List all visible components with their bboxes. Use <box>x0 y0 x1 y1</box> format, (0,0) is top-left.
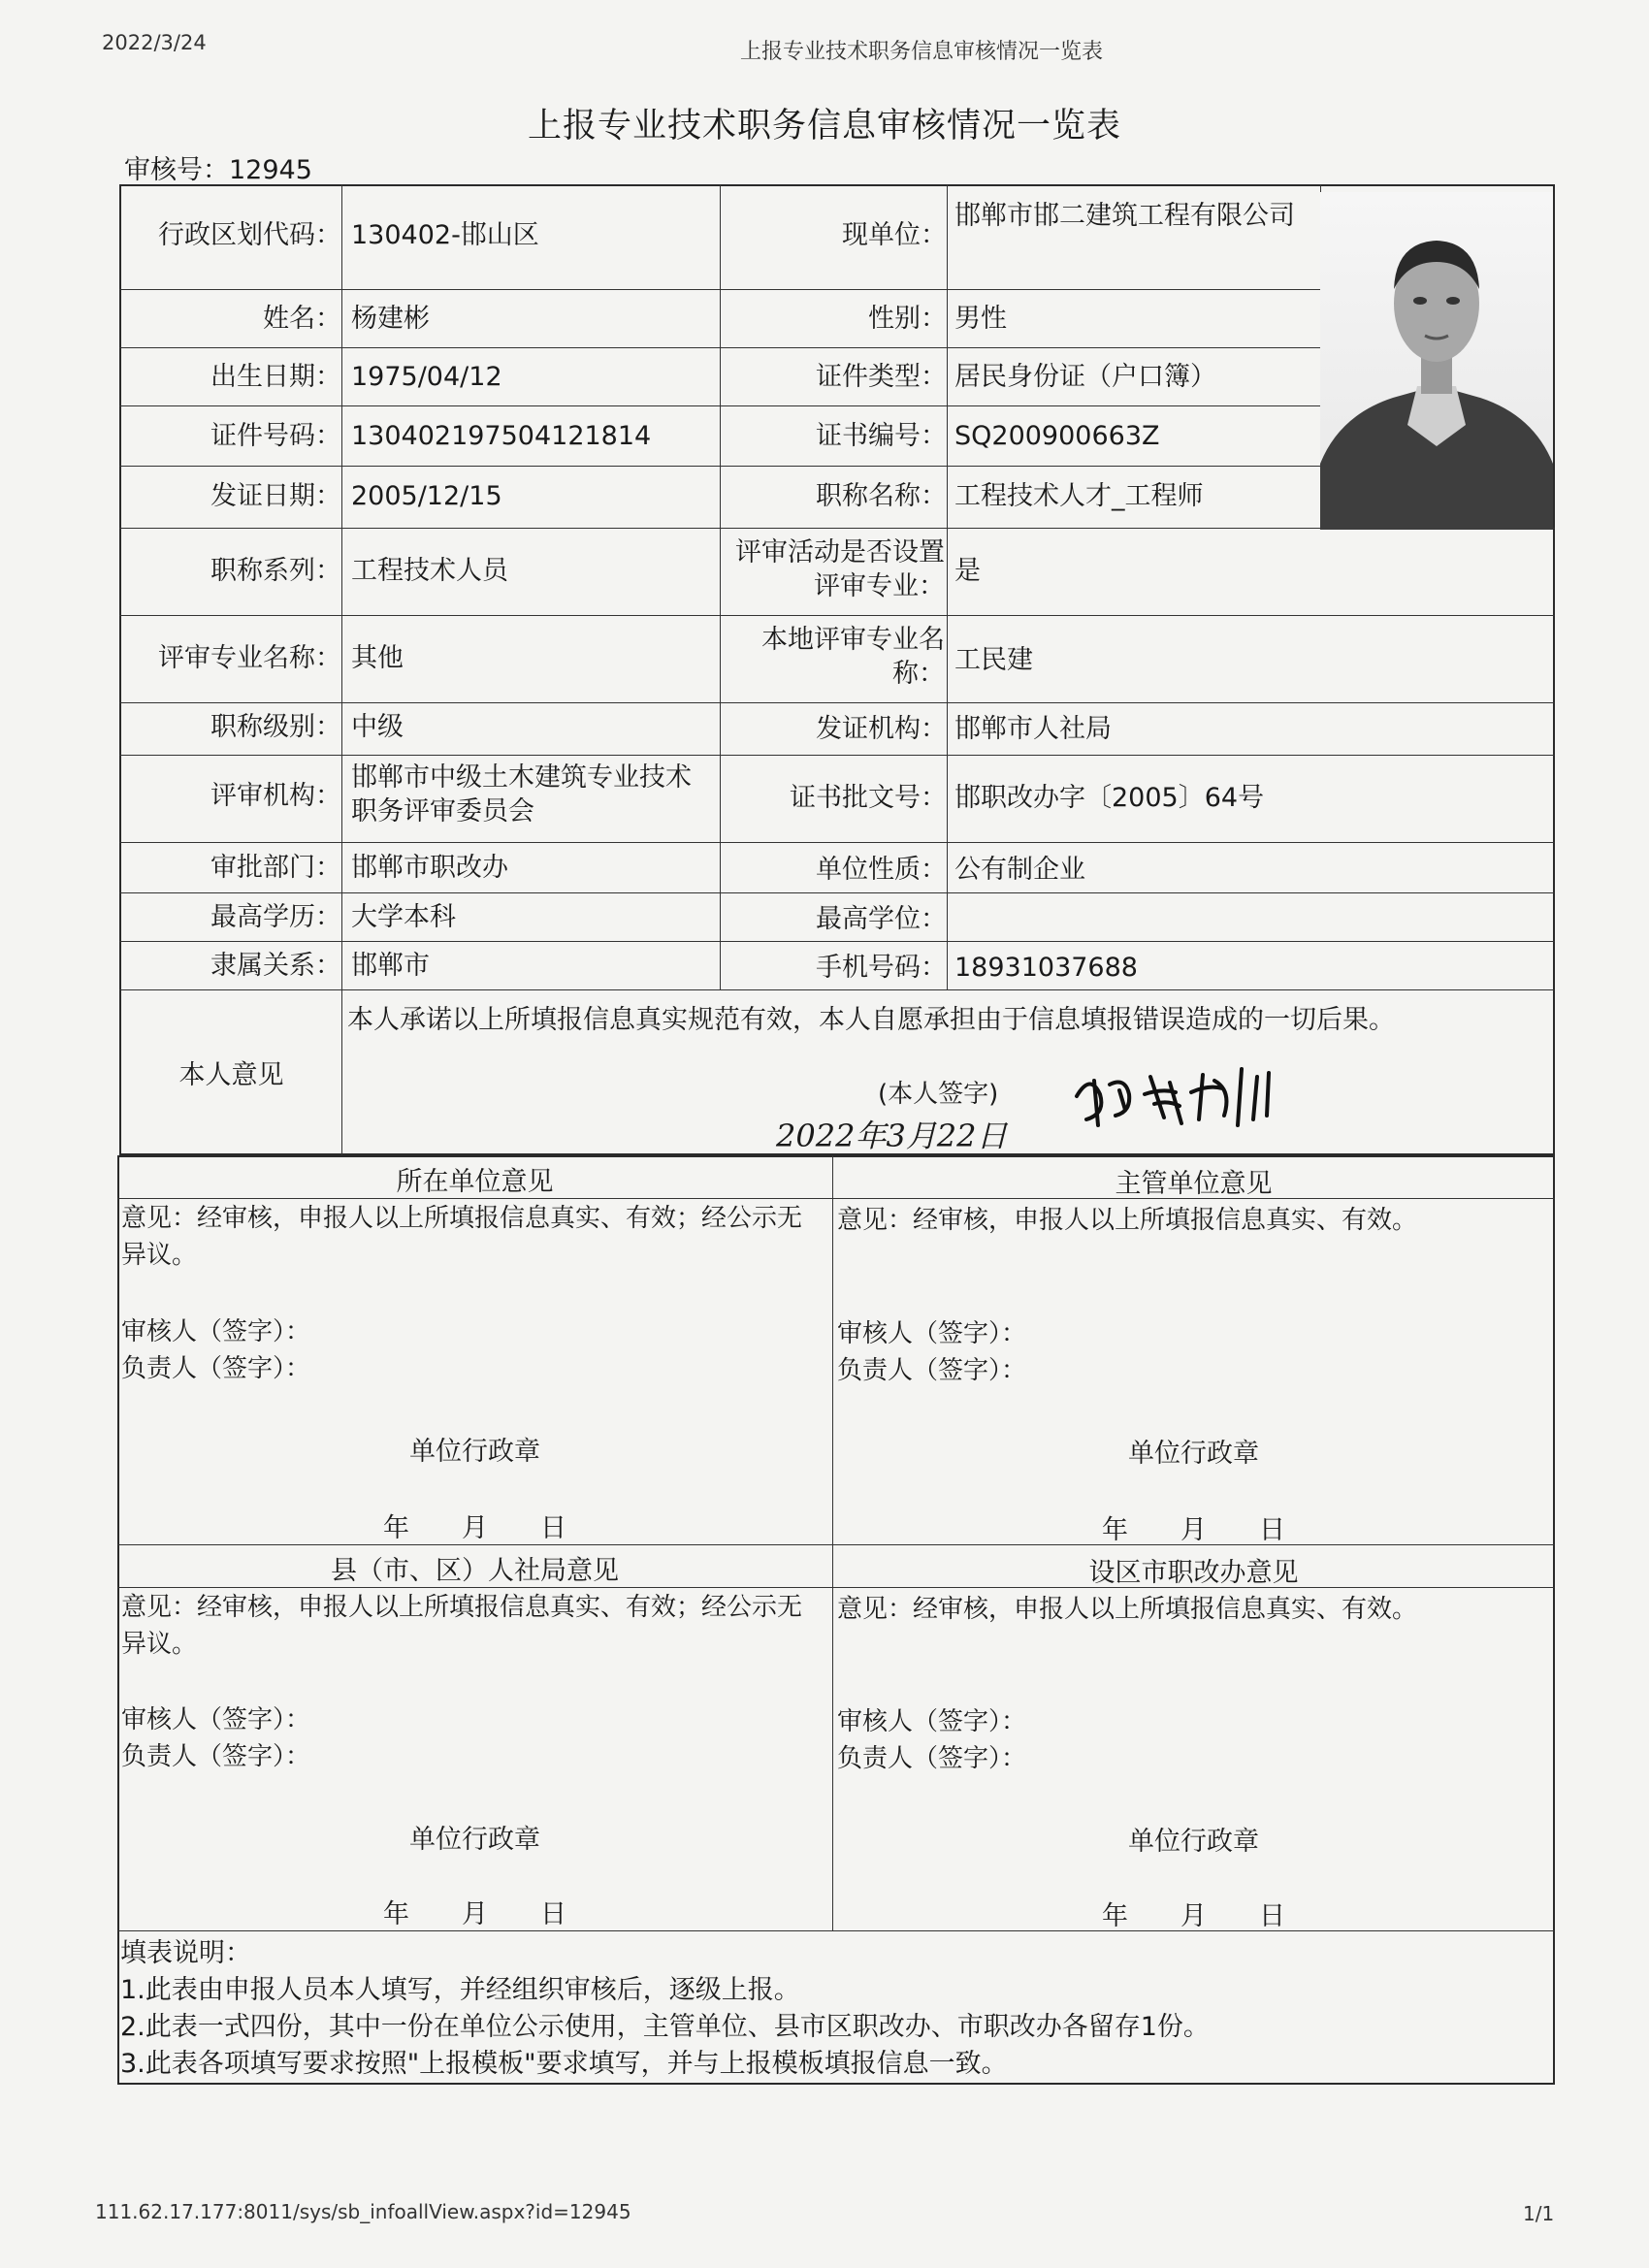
approval-doc-value: 邯职改办字〔2005〕64号 <box>954 783 1265 813</box>
city-leader-sign: 负责人（签字）： <box>837 1744 1027 1773</box>
issue-date-label: 发证日期： <box>210 481 341 511</box>
issuer-label: 发证机构： <box>816 714 947 744</box>
personal-opinion-label: 本人意见 <box>178 1060 284 1090</box>
county-opinion-text: 意见：经审核，申报人以上所填报信息真实、有效；经公示无异议。 <box>121 1593 803 1659</box>
unit-nature-label: 单位性质： <box>816 855 947 885</box>
education-label: 最高学历： <box>210 902 341 932</box>
city-reviewer-sign: 审核人（签字）： <box>837 1707 1027 1736</box>
region-code-value: 130402-邯山区 <box>351 220 539 250</box>
notes-item: 3.此表各项填写要求按照"上报模板"要求填写，并与上报模板填报信息一致。 <box>120 2049 1008 2079</box>
unit-leader-sign: 负责人（签字）： <box>121 1354 311 1383</box>
title-level-value: 中级 <box>351 712 404 742</box>
supervisor-leader-sign: 负责人（签字）： <box>837 1356 1027 1385</box>
name-label: 姓名： <box>263 304 341 334</box>
issue-date-value: 2005/12/15 <box>351 481 502 511</box>
signature-date: 2022年3月22日 <box>776 1118 1008 1154</box>
review-committee-label: 评审机构： <box>210 781 341 811</box>
title-series-value: 工程技术人员 <box>351 556 508 586</box>
person-silhouette-icon <box>1320 192 1553 530</box>
page-number: 1/1 <box>1523 2202 1555 2225</box>
supervisor-date: 年 月 日 <box>1102 1515 1285 1545</box>
county-reviewer-sign: 审核人（签字）： <box>121 1705 311 1734</box>
certificate-number-value: SQ200900663Z <box>954 421 1160 451</box>
title-level-label: 职称级别： <box>210 712 341 742</box>
supervisor-opinion-title: 主管单位意见 <box>1115 1169 1273 1199</box>
approval-doc-label: 证书批文号： <box>790 783 947 813</box>
unit-seal: 单位行政章 <box>409 1437 540 1467</box>
degree-label: 最高学位： <box>816 904 947 934</box>
city-date: 年 月 日 <box>1102 1901 1285 1931</box>
mobile-label: 手机号码： <box>816 953 947 983</box>
personal-statement: 本人承诺以上所填报信息真实规范有效，本人自愿承担由于信息填报错误造成的一切后果。 <box>347 1005 1395 1035</box>
birth-date-label: 出生日期： <box>210 362 341 392</box>
gender-value: 男性 <box>954 304 1007 334</box>
supervisor-seal: 单位行政章 <box>1128 1439 1259 1469</box>
certificate-number-label: 证书编号： <box>816 421 947 451</box>
signature <box>1067 1055 1300 1133</box>
specialty-name-value: 其他 <box>351 643 404 673</box>
county-seal: 单位行政章 <box>409 1825 540 1855</box>
title-name-value: 工程技术人才_工程师 <box>954 481 1204 511</box>
unit-nature-value: 公有制企业 <box>954 855 1085 885</box>
supervisor-opinion-text: 意见：经审核，申报人以上所填报信息真实、有效。 <box>837 1206 1418 1235</box>
applicant-photo <box>1320 192 1553 530</box>
notes-title: 填表说明： <box>120 1938 251 1968</box>
name-value: 杨建彬 <box>351 304 430 334</box>
print-date: 2022/3/24 <box>102 31 207 54</box>
id-type-label: 证件类型： <box>816 362 947 392</box>
employer-label: 现单位： <box>842 220 947 250</box>
approval-dept-label: 审批部门： <box>210 853 341 883</box>
issuer-value: 邯郸市人社局 <box>954 714 1112 744</box>
review-committee-value: 邯郸市中级土木建筑专业技术职务评审委员会 <box>351 762 692 826</box>
mobile-value: 18931037688 <box>954 953 1138 983</box>
supervisor-reviewer-sign: 审核人（签字）： <box>837 1319 1027 1348</box>
birth-date-value: 1975/04/12 <box>351 362 502 392</box>
unit-opinion-title: 所在单位意见 <box>396 1167 554 1197</box>
approval-dept-value: 邯郸市职改办 <box>351 853 508 883</box>
city-opinion-title: 设区市职改办意见 <box>1088 1558 1299 1588</box>
print-header-title: 上报专业技术职务信息审核情况一览表 <box>739 40 1103 64</box>
affiliation-label: 隶属关系： <box>210 951 341 981</box>
unit-reviewer-sign: 审核人（签字）： <box>121 1317 311 1346</box>
employer-value: 邯郸市邯二建筑工程有限公司 <box>954 201 1295 231</box>
document-title: 上报专业技术职务信息审核情况一览表 <box>527 107 1121 146</box>
unit-opinion-text: 意见：经审核，申报人以上所填报信息真实、有效；经公示无异议。 <box>121 1204 803 1270</box>
sign-label: (本人签字) <box>878 1080 999 1109</box>
page-url: 111.62.17.177:8011/sys/sb_infoallView.aspx?id=12945 <box>95 2200 631 2223</box>
unit-date: 年 月 日 <box>383 1513 566 1543</box>
specialty-set-label: 评审活动是否设置评审专业： <box>735 537 945 601</box>
local-specialty-value: 工民建 <box>954 645 1033 675</box>
county-leader-sign: 负责人（签字）： <box>121 1742 311 1771</box>
city-opinion-text: 意见：经审核，申报人以上所填报信息真实、有效。 <box>837 1595 1418 1624</box>
id-number-label: 证件号码： <box>210 421 341 451</box>
notes-item: 2.此表一式四份，其中一份在单位公示使用，主管单位、县市区职改办、市职改办各留存1份。 <box>120 2012 1210 2042</box>
gender-label: 性别： <box>868 304 947 334</box>
review-number: 审核号：12945 <box>124 155 312 185</box>
id-type-value: 居民身份证（户口簿） <box>954 362 1216 392</box>
county-opinion-title: 县（市、区）人社局意见 <box>331 1556 619 1586</box>
title-series-label: 职称系列： <box>210 556 341 586</box>
local-specialty-label: 本地评审专业名称： <box>761 625 945 689</box>
title-name-label: 职称名称： <box>816 481 947 511</box>
notes-item: 1.此表由申报人员本人填写，并经组织审核后，逐级上报。 <box>120 1975 800 2005</box>
affiliation-value: 邯郸市 <box>351 951 430 981</box>
region-code-label: 行政区划代码： <box>158 220 341 250</box>
id-number-value: 130402197504121814 <box>351 421 652 451</box>
county-date: 年 月 日 <box>383 1899 566 1929</box>
specialty-name-label: 评审专业名称： <box>158 643 341 673</box>
city-seal: 单位行政章 <box>1128 1827 1259 1857</box>
specialty-set-value: 是 <box>954 556 981 586</box>
education-value: 大学本科 <box>351 902 456 932</box>
signature-icon <box>1067 1055 1300 1133</box>
